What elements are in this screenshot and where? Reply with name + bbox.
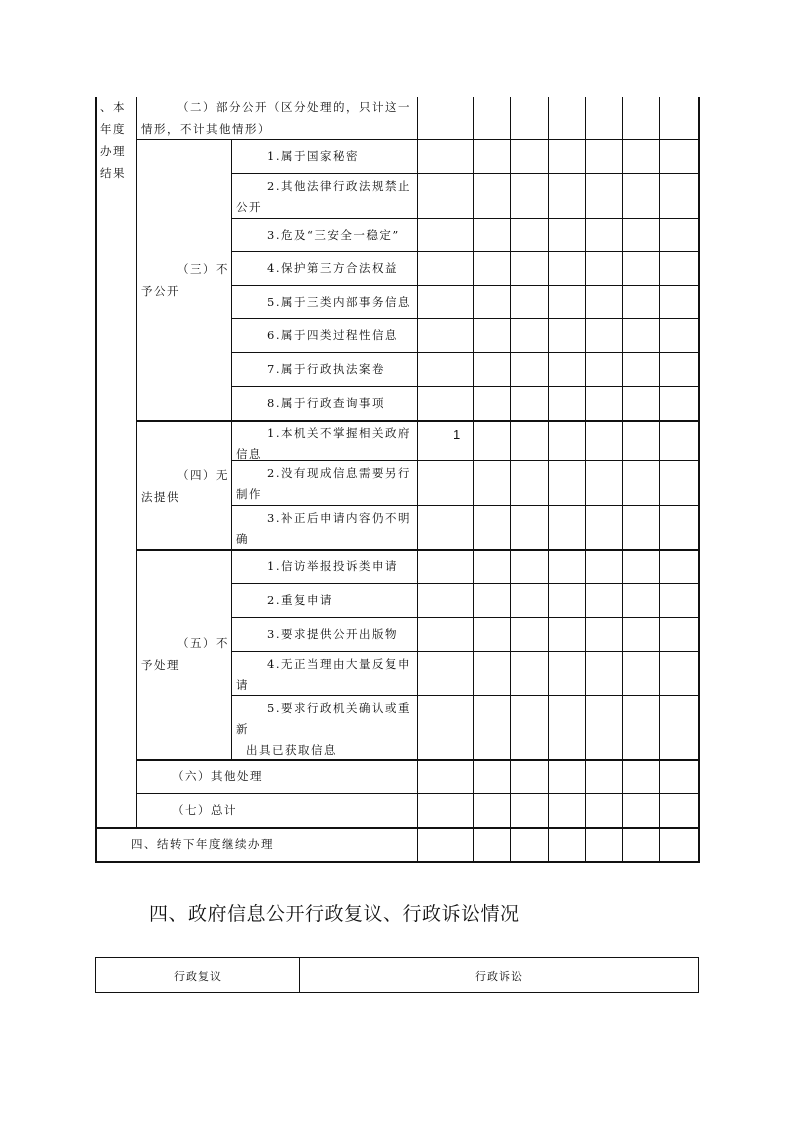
row-divider	[231, 352, 698, 353]
reason-item-label: 5.属于三类内部事务信息	[267, 294, 411, 309]
reason-item-label: 2.没有现成信息需要另行	[267, 466, 411, 480]
section-heading: 四、政府信息公开行政复议、行政诉讼情况	[149, 903, 520, 925]
outer-left-border	[95, 97, 97, 861]
group-label: 法提供	[141, 490, 180, 504]
row-divider	[231, 218, 698, 219]
group-divider	[231, 139, 232, 759]
value-column-divider	[698, 97, 700, 861]
row-divider	[136, 793, 698, 794]
row-divider	[95, 827, 698, 829]
category-divider	[136, 97, 137, 827]
value-column-divider	[510, 97, 511, 861]
row-divider	[231, 617, 698, 618]
reason-item-label: 出具已获取信息	[246, 743, 337, 757]
reason-item-label: 新	[236, 722, 249, 736]
group-label: 予处理	[141, 658, 180, 672]
row-divider	[231, 460, 698, 461]
result-category-label: 结果	[100, 166, 126, 180]
reason-item-label: 公开	[236, 200, 262, 214]
value-column-divider	[585, 97, 586, 861]
row-divider	[231, 505, 698, 506]
row-divider	[231, 251, 698, 252]
group-divider-row	[136, 549, 698, 551]
result-category-label: 、本	[100, 100, 126, 114]
reason-item-label: 1.属于国家秘密	[267, 149, 359, 163]
partial-open-label: 情形，不计其他情形）	[141, 122, 271, 136]
partial-open-label: （二）部分公开（区分处理的，只计这一	[177, 100, 411, 114]
reason-item-label: 信息	[236, 447, 262, 461]
reason-item-label: 确	[236, 532, 249, 546]
carry-over-label: 四、结转下年度继续办理	[131, 837, 274, 851]
count-value: 1	[453, 427, 461, 442]
result-category-label: 办理	[100, 144, 126, 158]
group-label: （四）无	[177, 468, 229, 482]
row-divider	[231, 583, 698, 584]
reason-item-label: 制作	[236, 487, 262, 501]
row-divider	[231, 651, 698, 652]
reason-item-label: 4.保护第三方合法权益	[267, 261, 398, 275]
row-divider	[231, 386, 698, 387]
group-label: （五）不	[177, 636, 229, 650]
reason-item-label: 2.其他法律行政法规禁止	[267, 179, 411, 193]
value-column-divider	[417, 97, 418, 861]
value-column-divider	[622, 97, 623, 861]
table-bottom-border	[95, 861, 700, 863]
group-divider-row	[136, 759, 698, 761]
value-column-divider	[548, 97, 549, 861]
reason-item-label: 7.属于行政执法案卷	[267, 362, 385, 376]
reason-item-label: 4.无正当理由大量反复申	[267, 657, 411, 671]
reason-item-label: 2.重复申请	[267, 593, 333, 607]
row-divider	[231, 285, 698, 286]
other-processing-label: （六）其他处理	[172, 769, 263, 783]
result-category-label: 年度	[100, 122, 126, 136]
reason-item-label: 1.本机关不掌握相关政府	[267, 426, 411, 440]
reason-item-label: 3.补正后申请内容仍不明	[267, 511, 411, 525]
group-label: （三）不	[177, 262, 229, 276]
group-divider-row	[136, 420, 698, 422]
value-column-divider	[659, 97, 660, 861]
reason-item-label: 请	[236, 678, 249, 692]
header-administrative-review: 行政复议	[174, 970, 222, 983]
row-divider	[231, 695, 698, 696]
reason-item-label: 6.属于四类过程性信息	[267, 328, 398, 342]
header-administrative-litigation: 行政诉讼	[475, 970, 523, 983]
reason-item-label: 8.属于行政查询事项	[267, 396, 385, 410]
group-label: 予公开	[141, 284, 180, 298]
reason-item-label: 3.危及“三安全一稳定”	[267, 227, 400, 242]
reason-item-label: 5.要求行政机关确认或重	[267, 701, 411, 715]
row-divider	[231, 173, 698, 174]
row-divider	[231, 318, 698, 319]
value-column-divider	[473, 97, 474, 861]
reason-item-label: 1.信访举报投诉类申请	[267, 559, 398, 573]
review-litigation-table	[95, 957, 699, 993]
total-label: （七）总计	[172, 803, 237, 817]
reason-item-label: 3.要求提供公开出版物	[267, 627, 398, 641]
